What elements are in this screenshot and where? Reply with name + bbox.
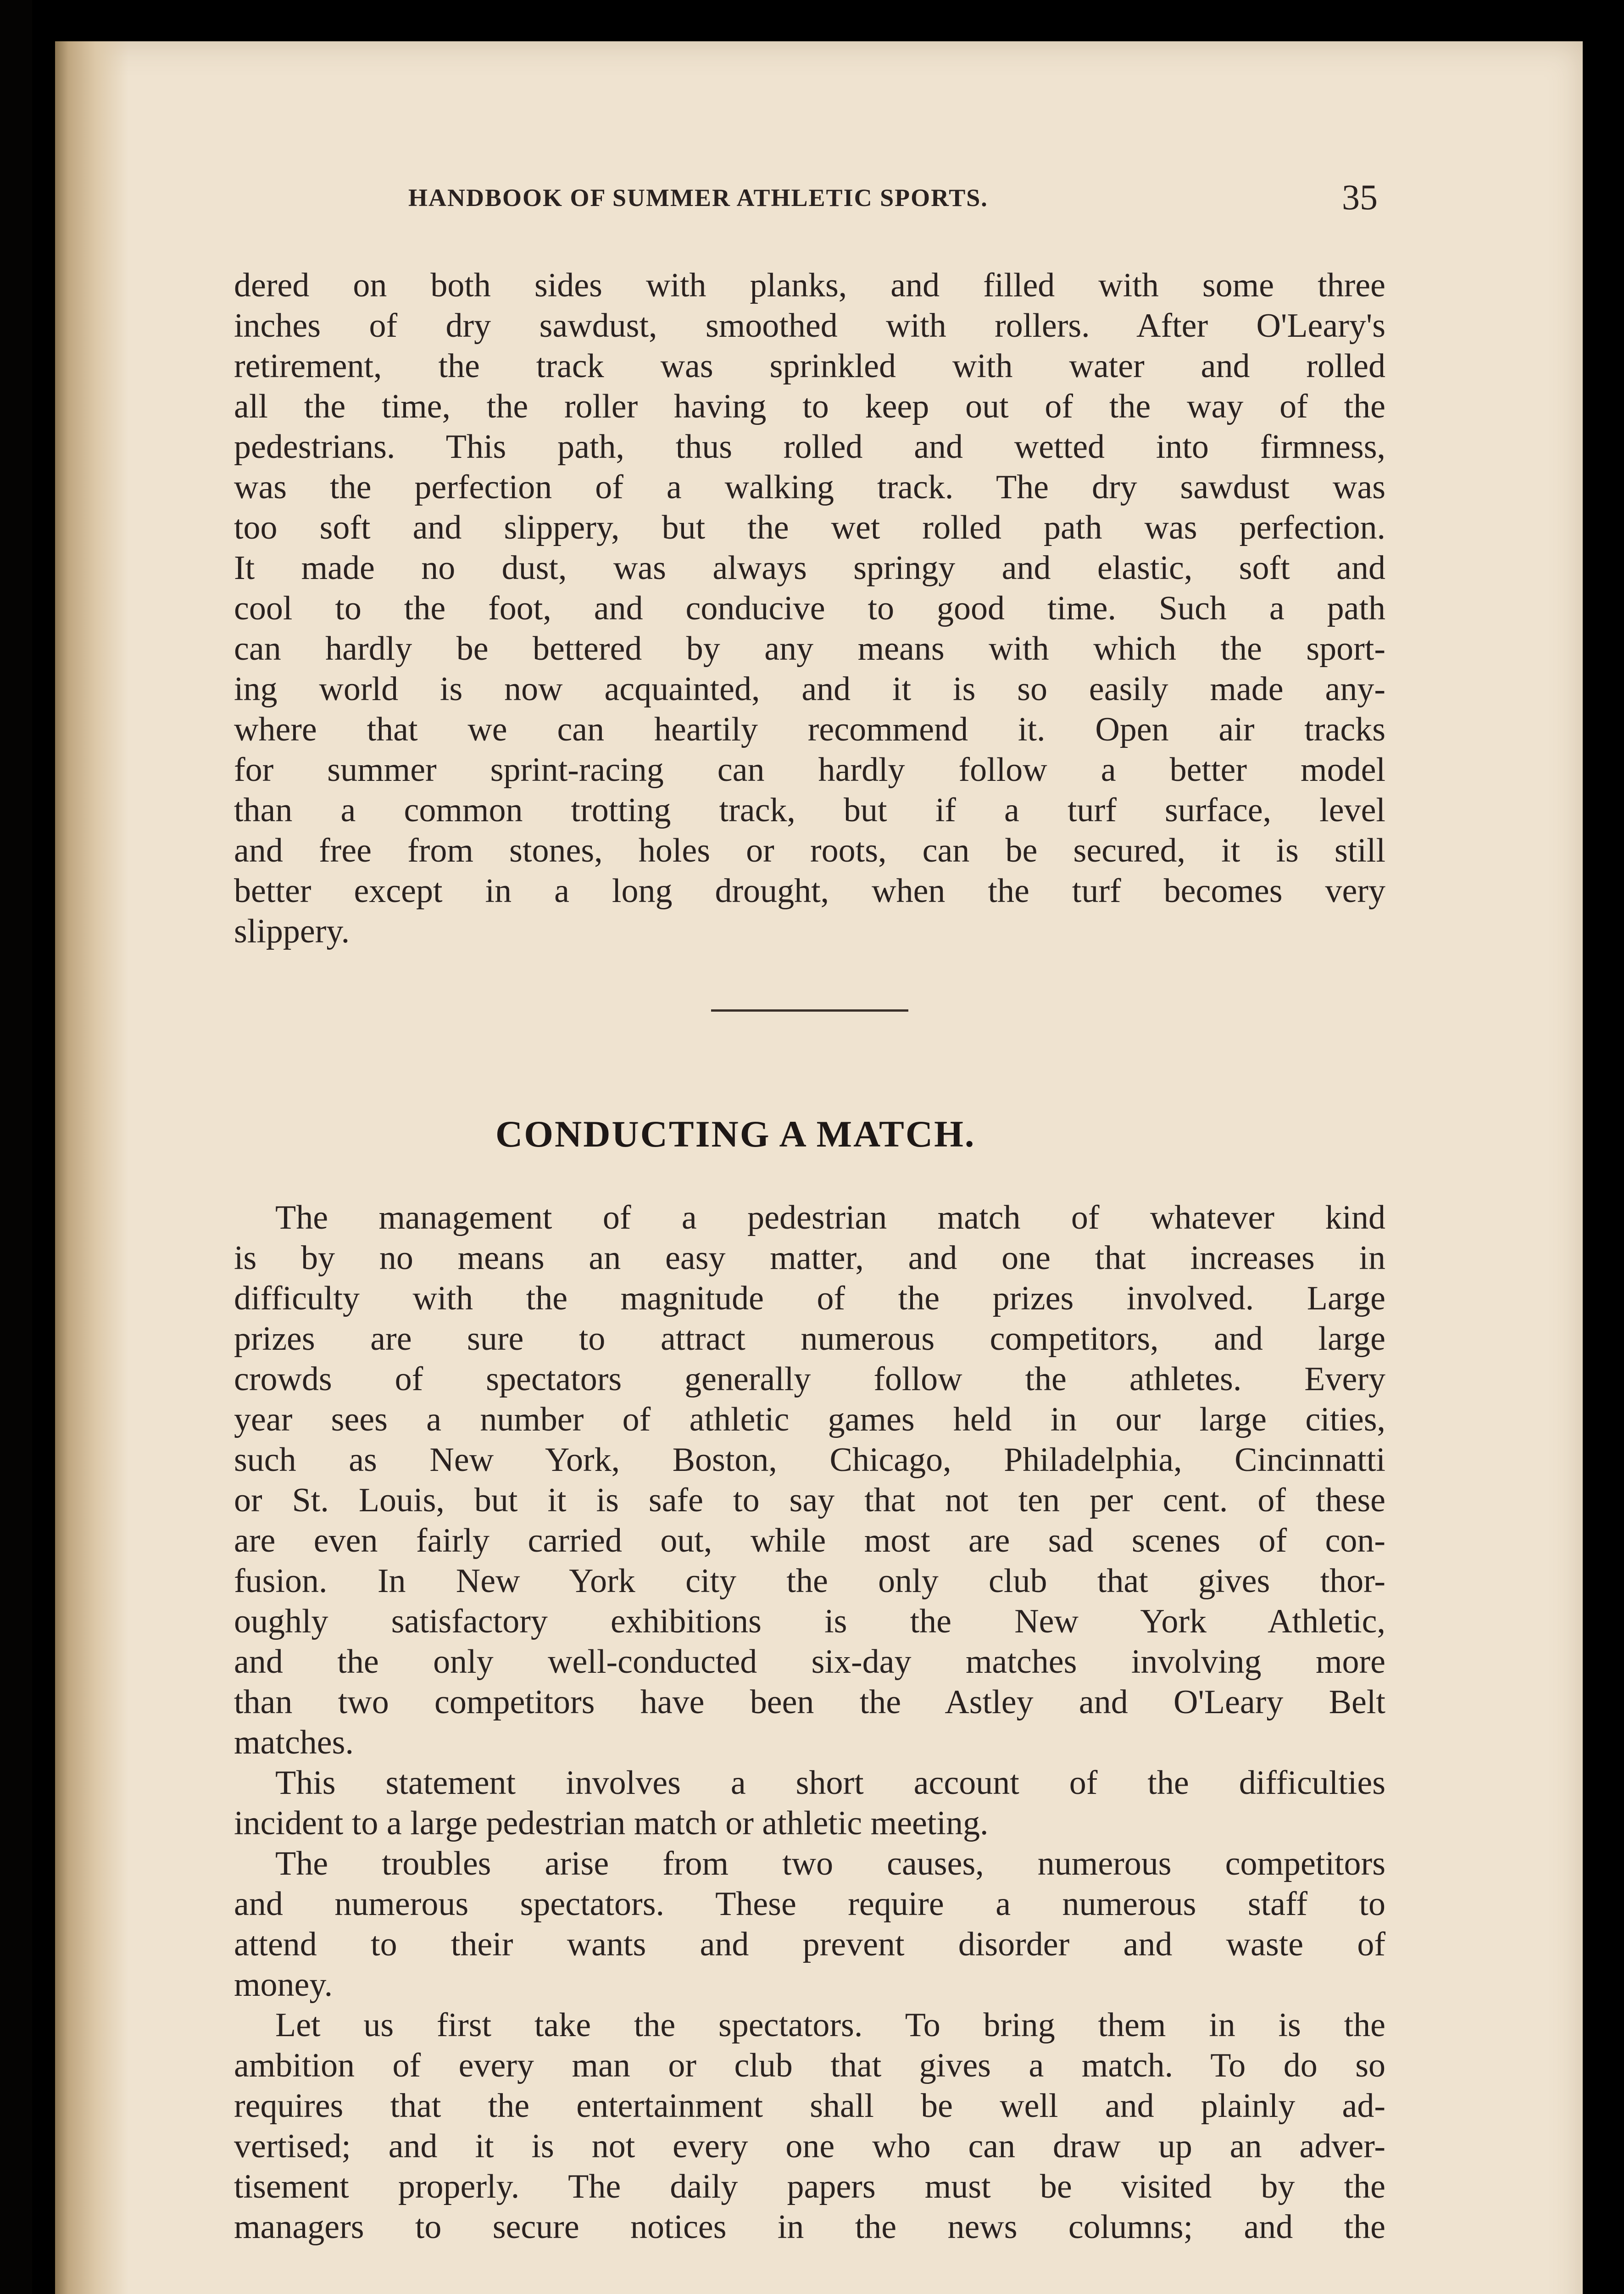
text-line: vertised; and it is not every one who can draw up an adver- bbox=[234, 2127, 1385, 2165]
text-line: such as New York, Boston, Chicago, Philadelphia, Cincinnatti bbox=[234, 1441, 1385, 1479]
text-line: requires that the entertainment shall be well and plainly ad- bbox=[234, 2087, 1385, 2125]
text-line: incident to a large pedestrian match or athletic meeting. bbox=[234, 1804, 989, 1842]
text-line: dered on both sides with planks, and filled with some three bbox=[234, 267, 1385, 304]
text-line: inches of dry sawdust, smoothed with rollers. After O'Leary's bbox=[234, 307, 1385, 345]
text-line: tisement properly. The daily papers must be visited by the bbox=[234, 2168, 1385, 2205]
text-line: The management of a pedestrian match of whatever kind bbox=[275, 1199, 1385, 1236]
text-line: and numerous spectators. These require a numerous staff to bbox=[234, 1885, 1385, 1923]
text-line: It made no dust, was always springy and elastic, soft and bbox=[234, 549, 1385, 587]
text-line: all the time, the roller having to keep out of the way of the bbox=[234, 388, 1385, 425]
text-line: pedestrians. This path, thus rolled and wetted into firmness, bbox=[234, 428, 1385, 466]
text-line: prizes are sure to attract numerous competitors, and large bbox=[234, 1320, 1385, 1358]
text-line: crowds of spectators generally follow the athletes. Every bbox=[234, 1360, 1385, 1398]
text-line: money. bbox=[234, 1966, 333, 2004]
text-line: where that we can heartily recommend it. Open air tracks bbox=[234, 711, 1385, 748]
text-line: The troubles arise from two causes, numerous competitors bbox=[275, 1845, 1385, 1882]
section-heading: CONDUCTING A MATCH. bbox=[495, 1113, 976, 1155]
text-line: This statement involves a short account of the difficulties bbox=[275, 1764, 1385, 1802]
text-line: cool to the foot, and conducive to good time. Such a path bbox=[234, 590, 1385, 627]
text-line: too soft and slippery, but the wet rolled path was perfection. bbox=[234, 509, 1385, 546]
text-line: than two competitors have been the Astley and O'Leary Belt bbox=[234, 1683, 1385, 1721]
text-line: than a common trotting track, but if a turf surface, level bbox=[234, 791, 1385, 829]
text-line: and free from stones, holes or roots, can be secured, it is still bbox=[234, 832, 1385, 869]
text-line: ing world is now acquainted, and it is so easily made any- bbox=[234, 670, 1385, 708]
page-number: 35 bbox=[1342, 177, 1378, 217]
text-line: ambition of every man or club that gives a match. To do so bbox=[234, 2047, 1385, 2084]
text-line: managers to secure notices in the news columns; and the bbox=[234, 2208, 1385, 2246]
text-line: and the only well-conducted six-day matches involving more bbox=[234, 1643, 1385, 1681]
text-line: can hardly be bettered by any means with which the sport- bbox=[234, 630, 1385, 668]
text-line: retirement, the track was sprinkled with water and rolled bbox=[234, 347, 1385, 385]
text-line: are even fairly carried out, while most are sad scenes of con- bbox=[234, 1522, 1385, 1559]
text-line: Let us first take the spectators. To bring them in is the bbox=[275, 2006, 1385, 2044]
text-line: for summer sprint-racing can hardly follow a better model bbox=[234, 751, 1385, 789]
text-line: or St. Louis, but it is safe to say that not ten per cent. of these bbox=[234, 1481, 1385, 1519]
text-line: better except in a long drought, when the turf becomes very bbox=[234, 872, 1385, 910]
text-line: fusion. In New York city the only club that gives thor- bbox=[234, 1562, 1385, 1600]
paragraph-1 bbox=[234, 265, 1385, 952]
text-line: year sees a number of athletic games held in our large cities, bbox=[234, 1401, 1385, 1438]
text-line: is by no means an easy matter, and one that increases in bbox=[234, 1239, 1385, 1277]
paragraph-2 bbox=[234, 1197, 1385, 2247]
text-line: slippery. bbox=[234, 913, 350, 950]
running-head: HANDBOOK OF SUMMER ATHLETIC SPORTS. bbox=[408, 184, 988, 212]
page-spine-shadow bbox=[55, 41, 128, 2294]
text-line: was the perfection of a walking track. The dry sawdust was bbox=[234, 468, 1385, 506]
text-line: difficulty with the magnitude of the prizes involved. Large bbox=[234, 1280, 1385, 1317]
text-line: attend to their wants and prevent disorder and waste of bbox=[234, 1926, 1385, 1963]
scan-background bbox=[0, 0, 32, 2294]
text-line: matches. bbox=[234, 1724, 354, 1761]
section-divider bbox=[711, 1009, 908, 1012]
text-line: oughly satisfactory exhibitions is the New York Athletic, bbox=[234, 1603, 1385, 1640]
